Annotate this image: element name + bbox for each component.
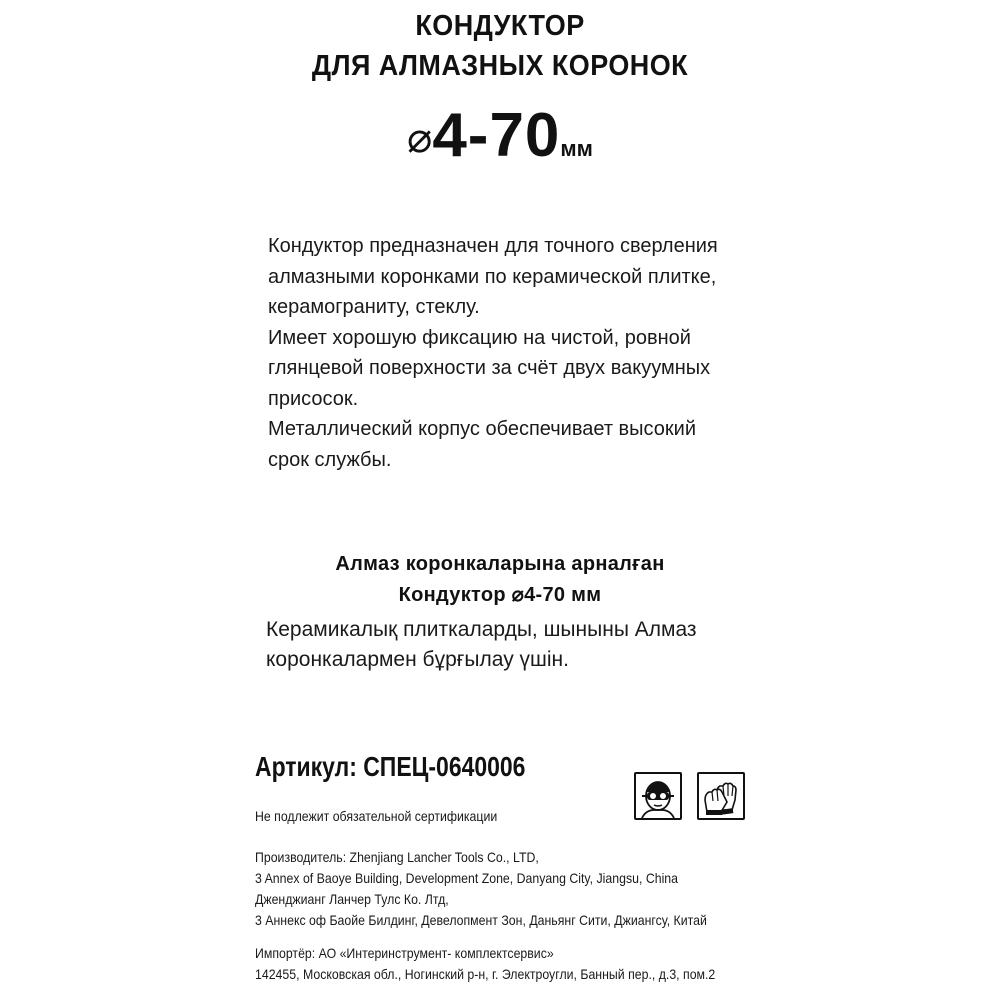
importer-line: 142455, Московская обл., Ногинский р-н, г. Электроугли, Банный пер., д.3, пом.2 xyxy=(255,966,716,982)
description-line: алмазными коронками по керамической плитке, xyxy=(268,265,717,288)
manufacturer-line: Дженджианг Ланчер Тулс Ко. Лтд, xyxy=(255,891,449,907)
kazakh-body-line: коронкалармен бұрғылау үшін. xyxy=(266,648,569,671)
importer-block xyxy=(255,943,715,985)
importer-line: Импортёр: АО «Интеринструмент- комплектсервис» xyxy=(255,945,554,961)
protective-gloves-icon xyxy=(697,772,745,820)
description-line: срок службы. xyxy=(268,448,392,471)
diameter-range xyxy=(0,100,1000,171)
kazakh-body xyxy=(266,615,786,675)
certification-note: Не подлежит обязательной сертификации xyxy=(255,808,498,824)
description-line: Кондуктор предназначен для точного сверления xyxy=(268,235,718,257)
description-line: керамограниту, стеклу. xyxy=(268,296,480,318)
safety-goggles-icon xyxy=(634,772,682,820)
diameter-unit: мм xyxy=(560,136,593,161)
manufacturer-line: 3 Annex of Baoye Building, Development Zone, Danyang City, Jiangsu, China xyxy=(255,870,679,886)
manufacturer-block xyxy=(255,847,707,931)
description-line: Металлический корпус обеспечивает высокий xyxy=(268,418,696,440)
manufacturer-line: 3 Аннекс оф Баойе Билдинг, Девелопмент Зон, Даньянг Сити, Джиангсу, Китай xyxy=(255,912,707,928)
description-line: присосок. xyxy=(268,387,359,410)
article-number: Артикул: СПЕЦ-0640006 xyxy=(255,751,526,782)
kazakh-body-line: Керамикалық плиткаларды, шыныны Алмаз xyxy=(266,618,697,641)
diameter-symbol: ⌀ xyxy=(407,114,433,161)
manufacturer-line: Производитель: Zhenjiang Lancher Tools Co., LTD, xyxy=(255,849,539,865)
description-line: глянцевой поверхности за счёт двух вакуумных xyxy=(268,357,711,379)
kazakh-heading-line-2: Кондуктор ⌀4-70 мм xyxy=(398,584,602,606)
diameter-value: 4-70 xyxy=(432,101,561,170)
kazakh-heading-line-1: Алмаз коронкаларына арналған xyxy=(335,553,665,575)
description-ru xyxy=(268,231,788,475)
title-line-1: КОНДУКТОР xyxy=(415,10,585,42)
description-line: Имеет хорошую фиксацию на чистой, ровной xyxy=(268,326,691,349)
title-line-2: ДЛЯ АЛМАЗНЫХ КОРОНОК xyxy=(311,50,689,82)
